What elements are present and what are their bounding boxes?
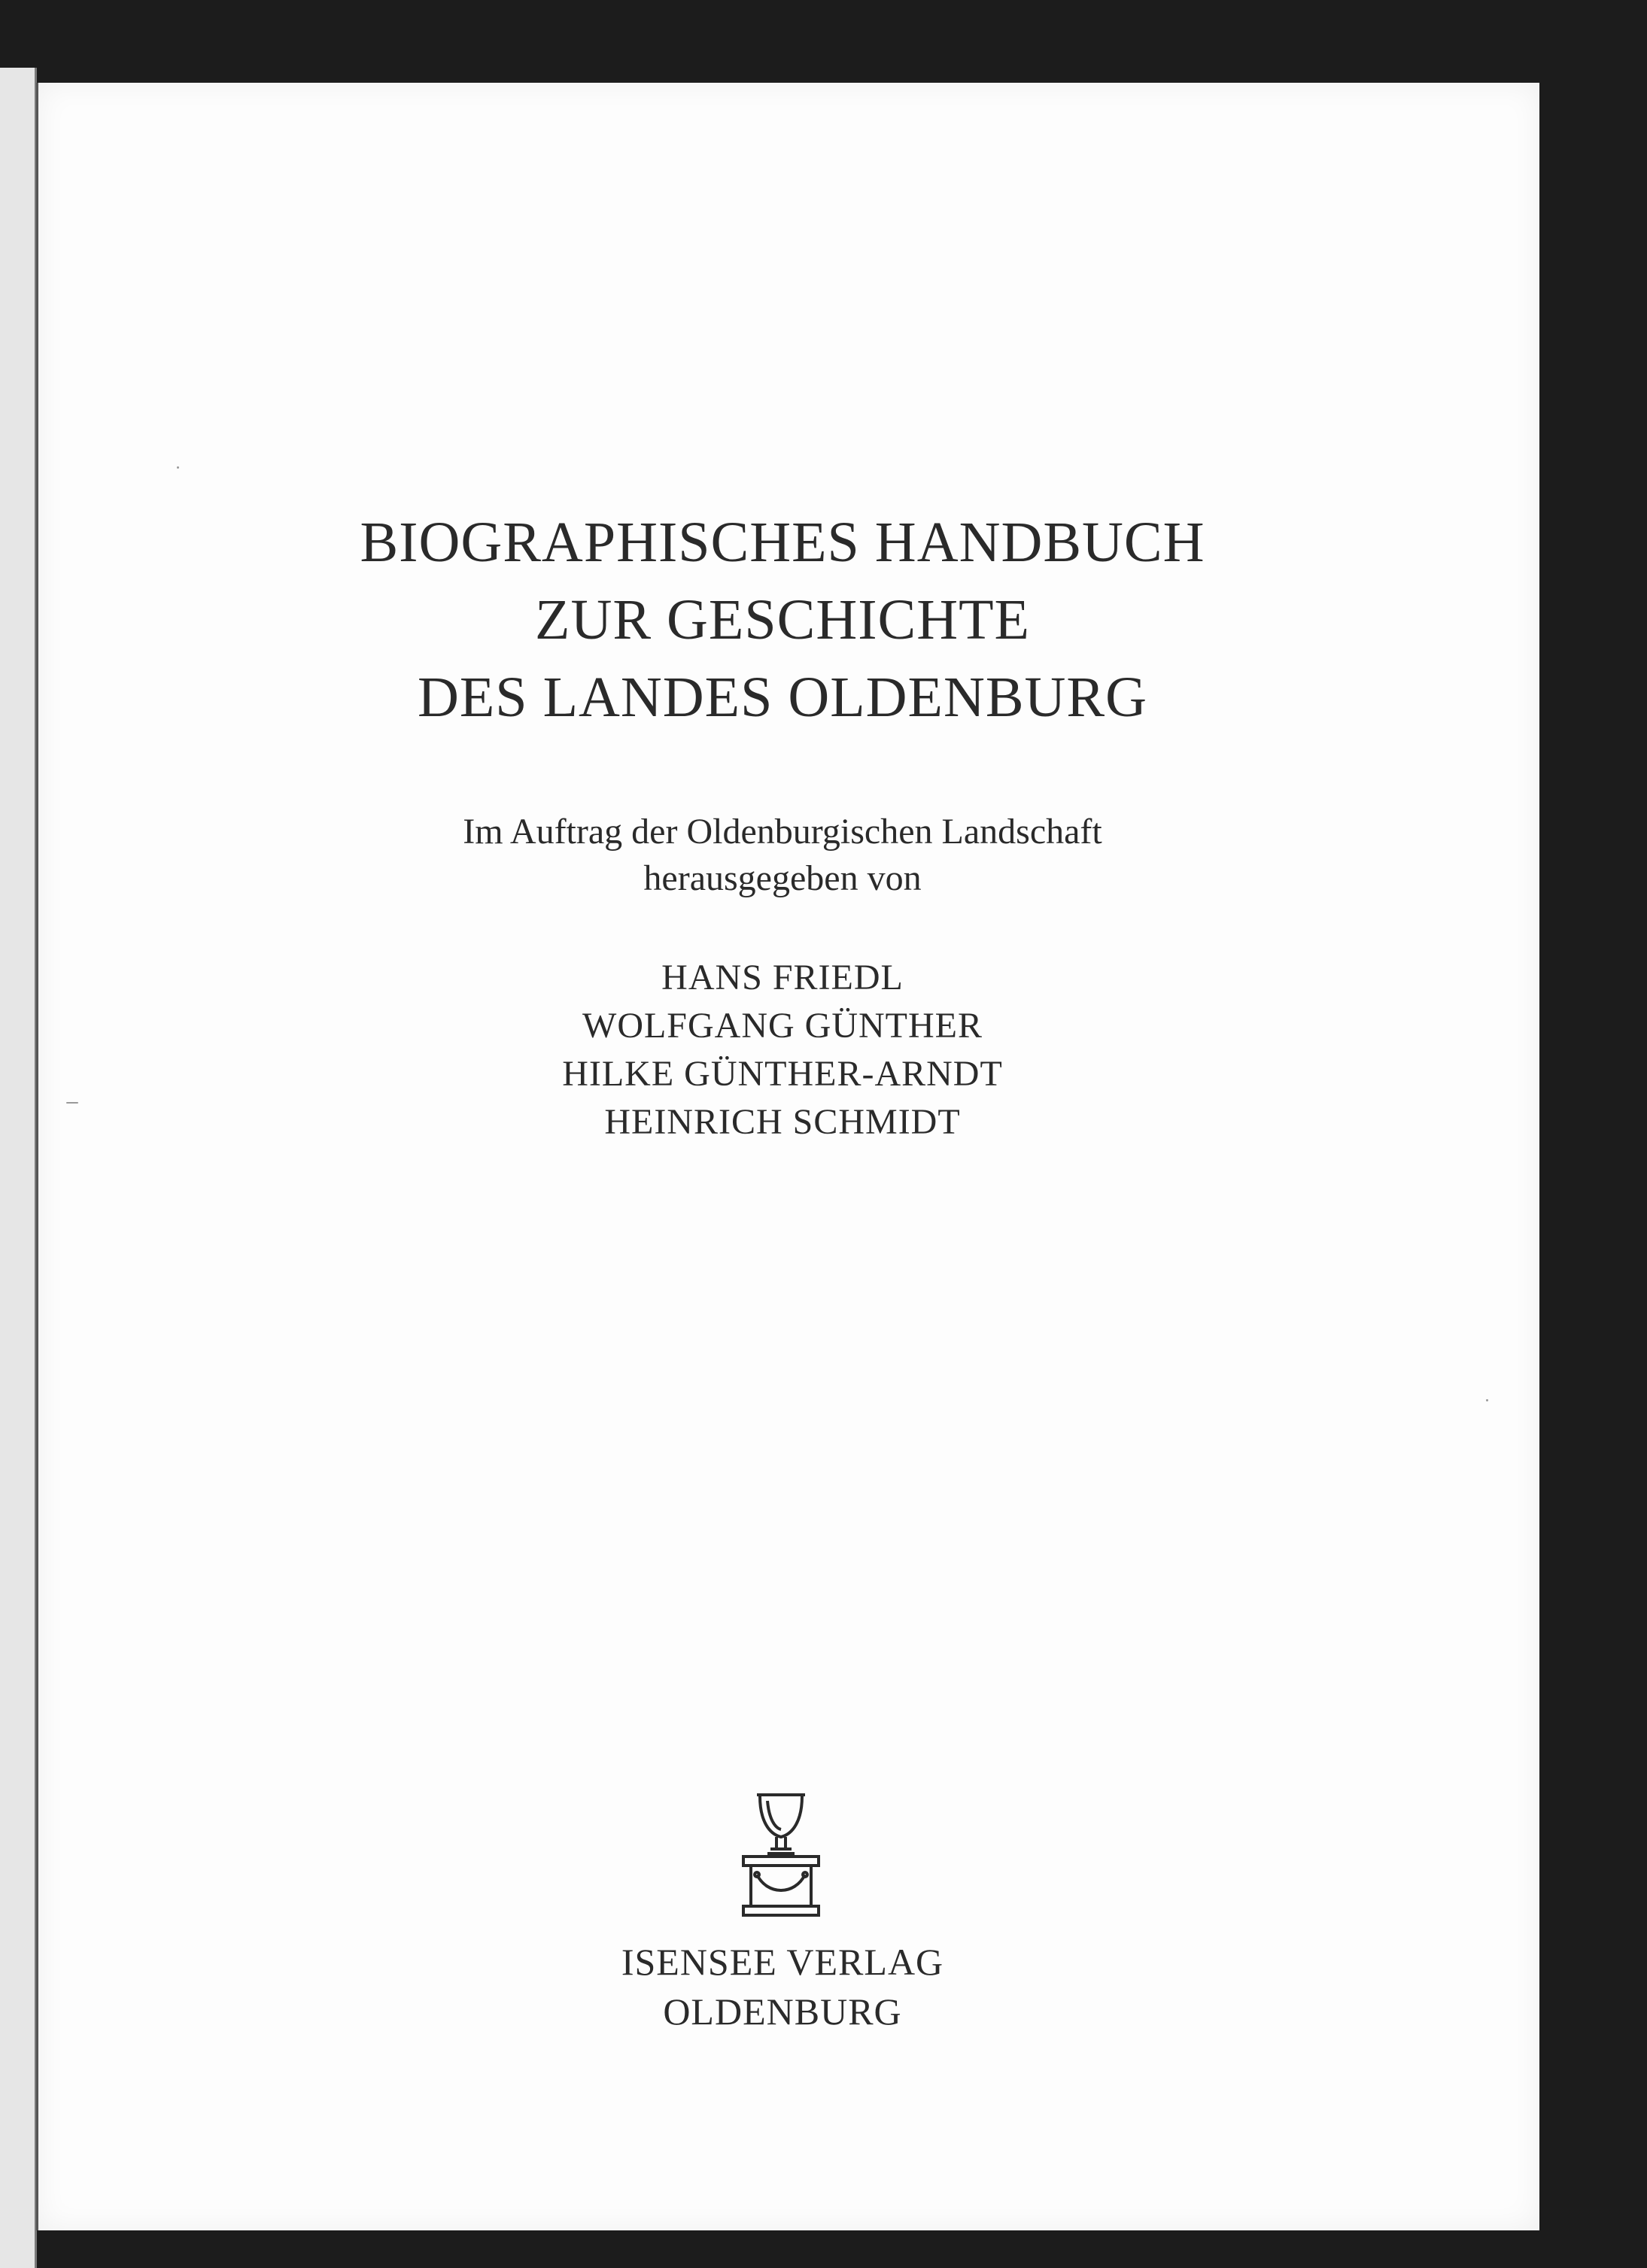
book-title: [0, 504, 1565, 736]
editor-name: HANS FRIEDL: [661, 958, 904, 997]
publisher-name: ISENSEE VERLAG: [621, 1941, 944, 1983]
editor-name: WOLFGANG GÜNTHER: [582, 1006, 983, 1046]
editor-name: HEINRICH SCHMIDT: [604, 1102, 961, 1142]
subtitle-line: herausgegeben von: [643, 858, 922, 898]
urn-on-pedestal-icon: [737, 1790, 825, 1918]
subtitle-line: Im Auftrag der Oldenburgischen Landschaft: [463, 812, 1102, 852]
title-line: DES LANDES OLDENBURG: [418, 666, 1147, 729]
title-line: ZUR GESCHICHTE: [535, 588, 1030, 651]
publisher-imprint: [0, 1937, 1565, 2036]
commission-note: [0, 809, 1565, 902]
editor-name: HILKE GÜNTHER-ARNDT: [562, 1054, 1003, 1094]
publisher-city: OLDENBURG: [663, 1990, 902, 2033]
dust-speck: [1486, 1399, 1488, 1401]
dust-speck: [177, 466, 179, 469]
editor-list: [0, 954, 1565, 1146]
title-line: BIOGRAPHISCHES HANDBUCH: [360, 511, 1205, 574]
